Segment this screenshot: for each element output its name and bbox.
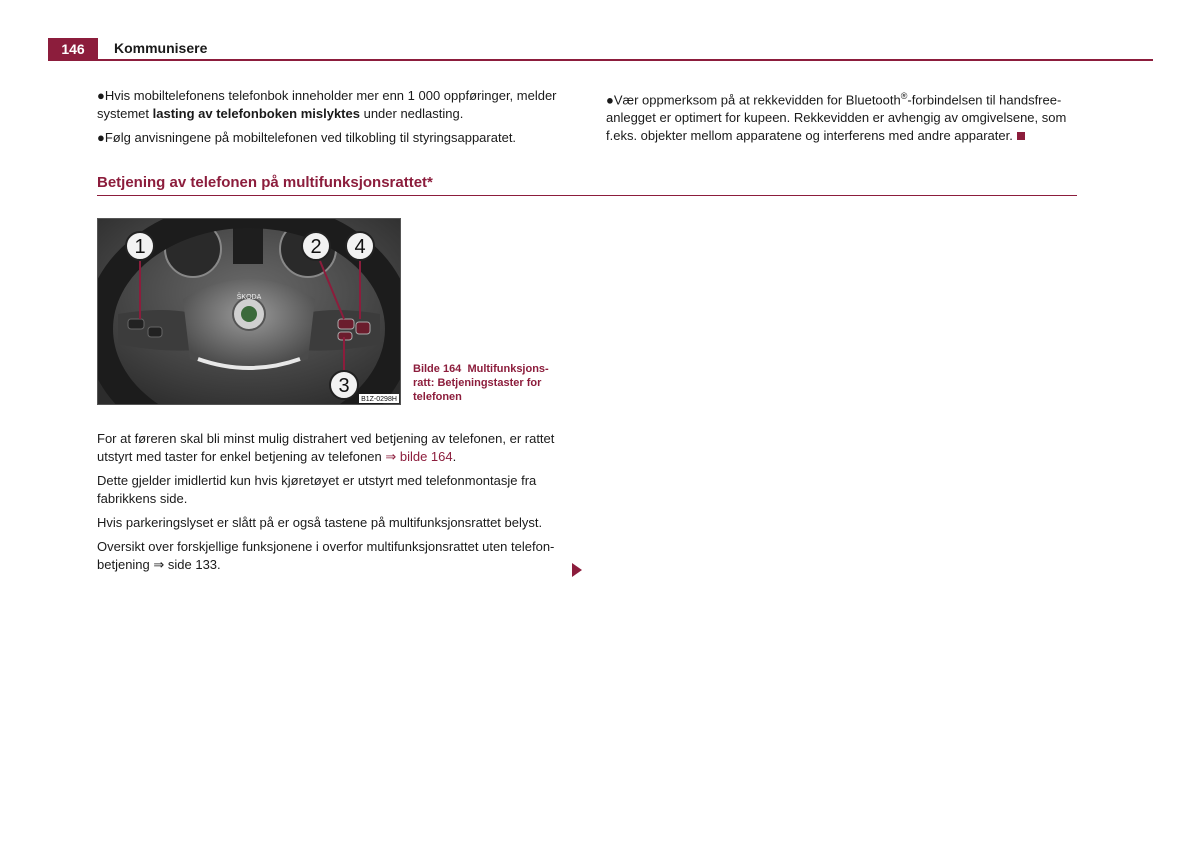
section-title: Betjening av telefonen på multifunksjonsrattet* xyxy=(97,174,433,191)
paragraph: Hvis parkeringslyset er slått på er også tastene på multifunksjonsrattet belyst. xyxy=(97,515,543,530)
caption-label: Bilde 164 xyxy=(413,363,462,375)
steering-wheel-illustration xyxy=(98,219,400,404)
header-rule xyxy=(48,59,1153,61)
chapter-title: Kommunisere xyxy=(114,40,208,56)
bullet-item: ●Hvis mobiltelefonens telefonbok inneholder mer enn 1 000 oppføringer, melder systemet lasting av telefonboken mislyktes under nedlasting. xyxy=(97,88,557,121)
continue-arrow-icon xyxy=(572,563,582,577)
callout-2 xyxy=(302,232,330,260)
svg-text:4: 4 xyxy=(354,236,366,258)
callout-4 xyxy=(346,232,374,260)
paragraph: Dette gjelder imidlertid kun hvis kjøretøyet er utstyrt med telefonmontasje fra fabrikkens side. xyxy=(97,473,537,506)
callout-1 xyxy=(126,232,154,260)
svg-text:2: 2 xyxy=(310,236,322,258)
right-bullet-list xyxy=(606,87,1086,151)
paragraph: Oversikt over forskjellige funksjonene i overfor multifunksjonsrattet uten telefon-betjening ⇒ side 133. xyxy=(97,539,555,572)
paragraph: For at føreren skal bli minst mulig distrahert ved betjening av telefonen, er rattet utstyrt med taster for enkel betjening av telefonen ⇒ bilde 164. xyxy=(97,431,555,464)
body-text xyxy=(97,430,567,580)
end-mark-icon xyxy=(1017,132,1025,140)
steering-wheel-figure xyxy=(97,218,401,405)
svg-text:1: 1 xyxy=(134,236,146,258)
bullet-item: ●Følg anvisningene på mobiltelefonen ved tilkobling til styringsapparatet. xyxy=(97,130,517,145)
bullet-item: ●Vær oppmerksom på at rekkevidden for Bluetooth®-forbindelsen til handsfree-anlegget er optimert for kupeen. Rekkevidden er avhengig av omgivelsene, som f.eks. objekter mellom apparatene og interferens med andre apparater. xyxy=(606,91,1067,144)
callout-3 xyxy=(330,371,358,399)
svg-text:3: 3 xyxy=(338,375,350,397)
figure-caption xyxy=(413,362,563,404)
figure-code: B1Z-0298H xyxy=(361,396,397,403)
caption-text: Multifunksjons-ratt: Betjeningstaster for telefonen xyxy=(413,363,549,403)
section-rule xyxy=(97,195,1077,196)
left-bullet-list xyxy=(97,87,557,153)
page-number: 146 xyxy=(48,38,98,61)
figure-reference-link[interactable]: ⇒ bilde 164 xyxy=(385,449,453,464)
brand-logo-text: ŠKODA xyxy=(236,294,262,301)
